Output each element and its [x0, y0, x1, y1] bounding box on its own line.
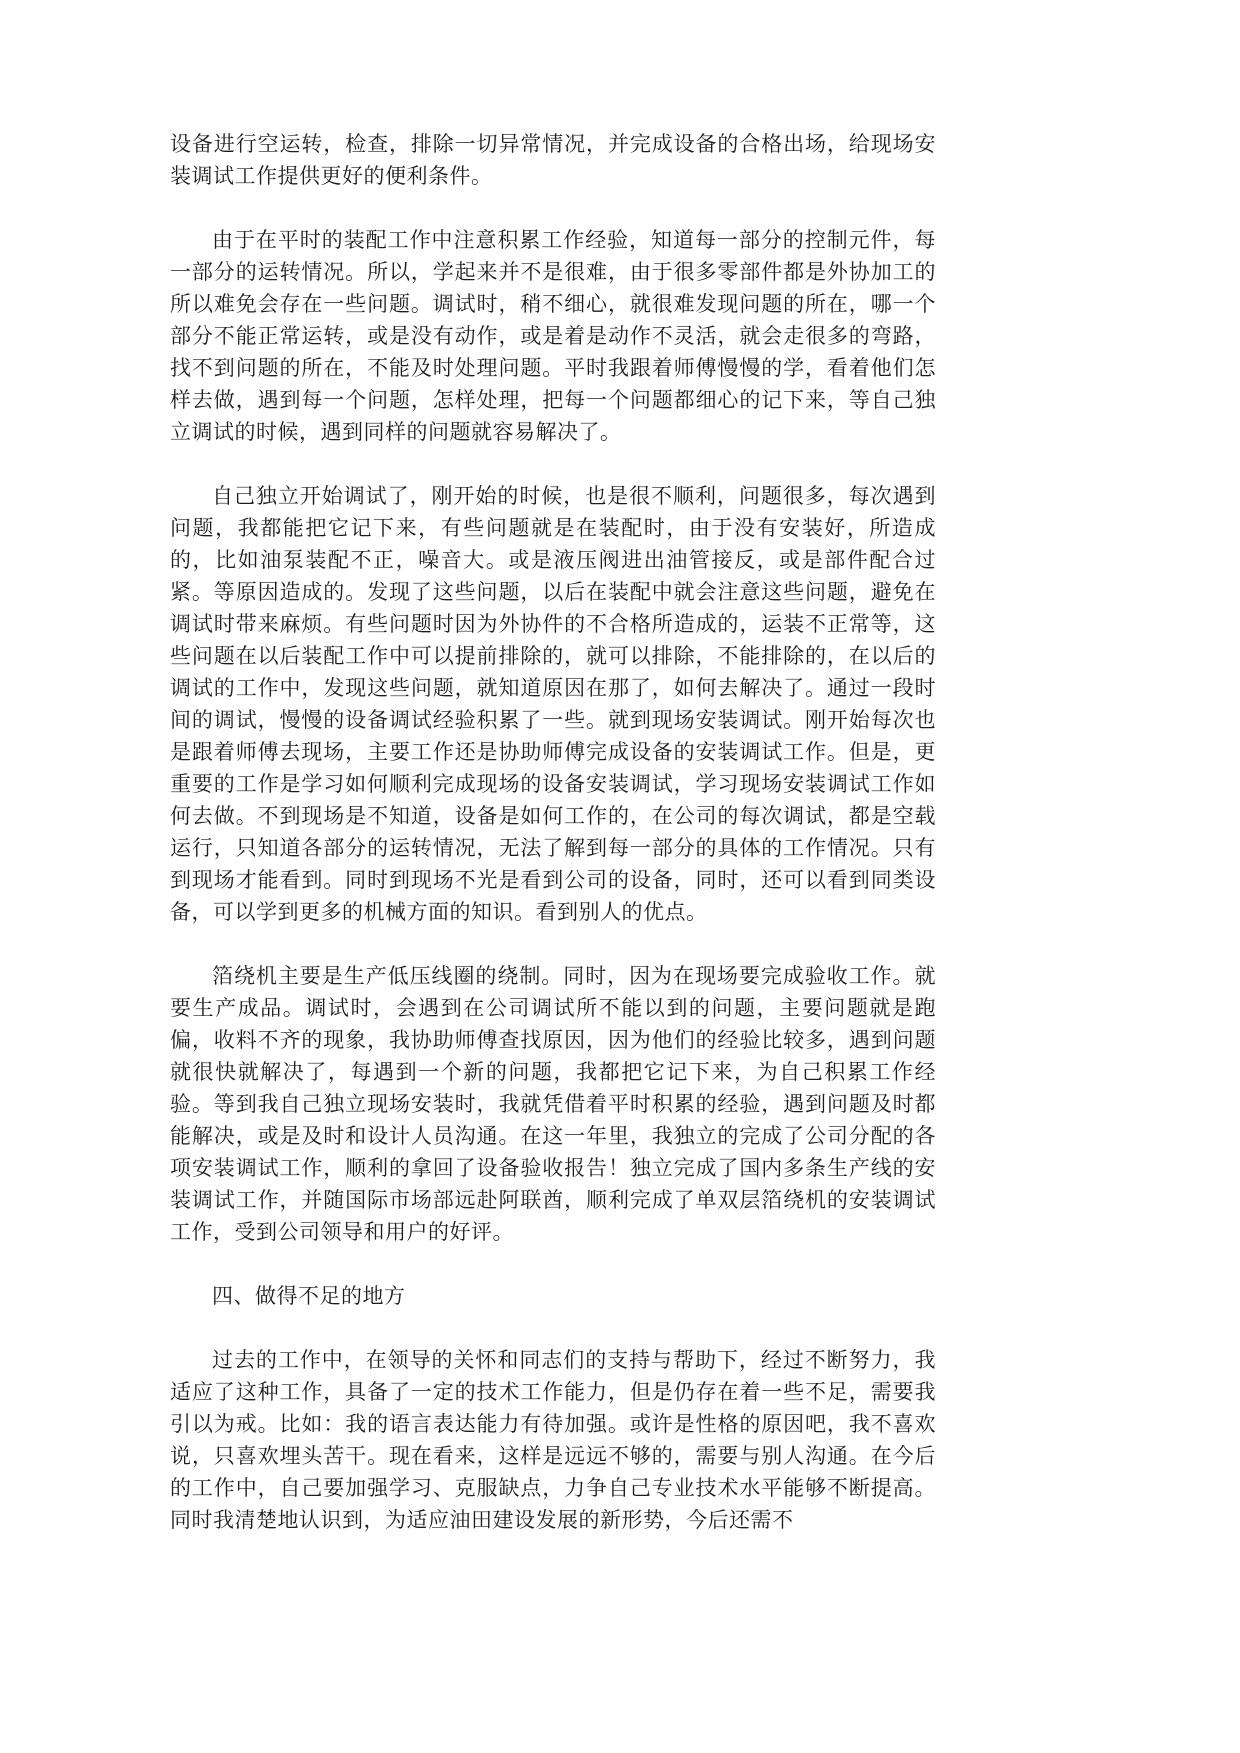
- document-body: [170, 128, 936, 1536]
- paragraph: 自己独立开始调试了，刚开始的时候，也是很不顺利，问题很多，每次遇到问题，我都能把它记下来，有些问题就是在装配时，由于没有安装好，所造成的，比如油泵装配不正，噪音大。或是液压阀进出油管接反，或是部件配合过紧。等原因造成的。发现了这些问题，以后在装配中就会注意这些问题，避免在调试时带来麻烦。有些问题时因为外协件的不合格所造成的，运装不正常等，这些问题在以后装配工作中可以提前排除的，就可以排除，不能排除的，在以后的调试的工作中，发现这些问题，就知道原因在那了，如何去解决了。通过一段时间的调试，慢慢的设备调试经验积累了一些。就到现场安装调试。刚开始每次也是跟着师傅去现场，主要工作还是协助师傅完成设备的安装调试工作。但是，更重要的工作是学习如何顺利完成现场的设备安装调试，学习现场安装调试工作如何去做。不到现场是不知道，设备是如何工作的，在公司的每次调试，都是空载运行，只知道各部分的运转情况，无法了解到每一部分的具体的工作情况。只有到现场才能看到。同时到现场不光是看到公司的设备，同时，还可以看到同类设备，可以学到更多的机械方面的知识。看到别人的优点。: [170, 484, 936, 924]
- paragraph: 由于在平时的装配工作中注意积累工作经验，知道每一部分的控制元件，每一部分的运转情况。所以，学起来并不是很难，由于很多零部件都是外协加工的所以难免会存在一些问题。调试时，稍不细心，就很难发现问题的所在，哪一个部分不能正常运转，或是没有动作，或是着是动作不灵活，就会走很多的弯路，找不到问题的所在，不能及时处理问题。平时我跟着师傅慢慢的学，看着他们怎样去做，遇到每一个问题，怎样处理，把每一个问题都细心的记下来，等自己独立调试的时候，遇到同样的问题就容易解决了。: [170, 228, 936, 444]
- paragraph: 过去的工作中，在领导的关怀和同志们的支持与帮助下，经过不断努力，我适应了这种工作，具备了一定的技术工作能力，但是仍存在着一些不足，需要我引以为戒。比如：我的语言表达能力有待加强。或许是性格的原因吧，我不喜欢说，只喜欢埋头苦干。现在看来，这样是远远不够的，需要与别人沟通。在今后的工作中，自己要加强学习、克服缺点，力争自己专业技术水平能够不断提高。同时我清楚地认识到，为适应油田建设发展的新形势，今后还需不: [170, 1348, 936, 1532]
- paragraph-continuation: 设备进行空运转，检查，排除一切异常情况，并完成设备的合格出场，给现场安装调试工作提供更好的便利条件。: [170, 132, 936, 188]
- section-heading: 四、做得不足的地方: [212, 1284, 406, 1308]
- paragraph: 箔绕机主要是生产低压线圈的绕制。同时，因为在现场要完成验收工作。就要生产成品。调试时，会遇到在公司调试所不能以到的问题，主要问题就是跑偏，收料不齐的现象，我协助师傅查找原因，因为他们的经验比较多，遇到问题就很快就解决了，每遇到一个新的问题，我都把它记下来，为自己积累工作经验。等到我自己独立现场安装时，我就凭借着平时积累的经验，遇到问题及时都能解决，或是及时和设计人员沟通。在这一年里，我独立的完成了公司分配的各项安装调试工作，顺利的拿回了设备验收报告！独立完成了国内多条生产线的安装调试工作，并随国际市场部远赴阿联酋，顺利完成了单双层箔绕机的安装调试工作，受到公司领导和用户的好评。: [170, 964, 936, 1244]
